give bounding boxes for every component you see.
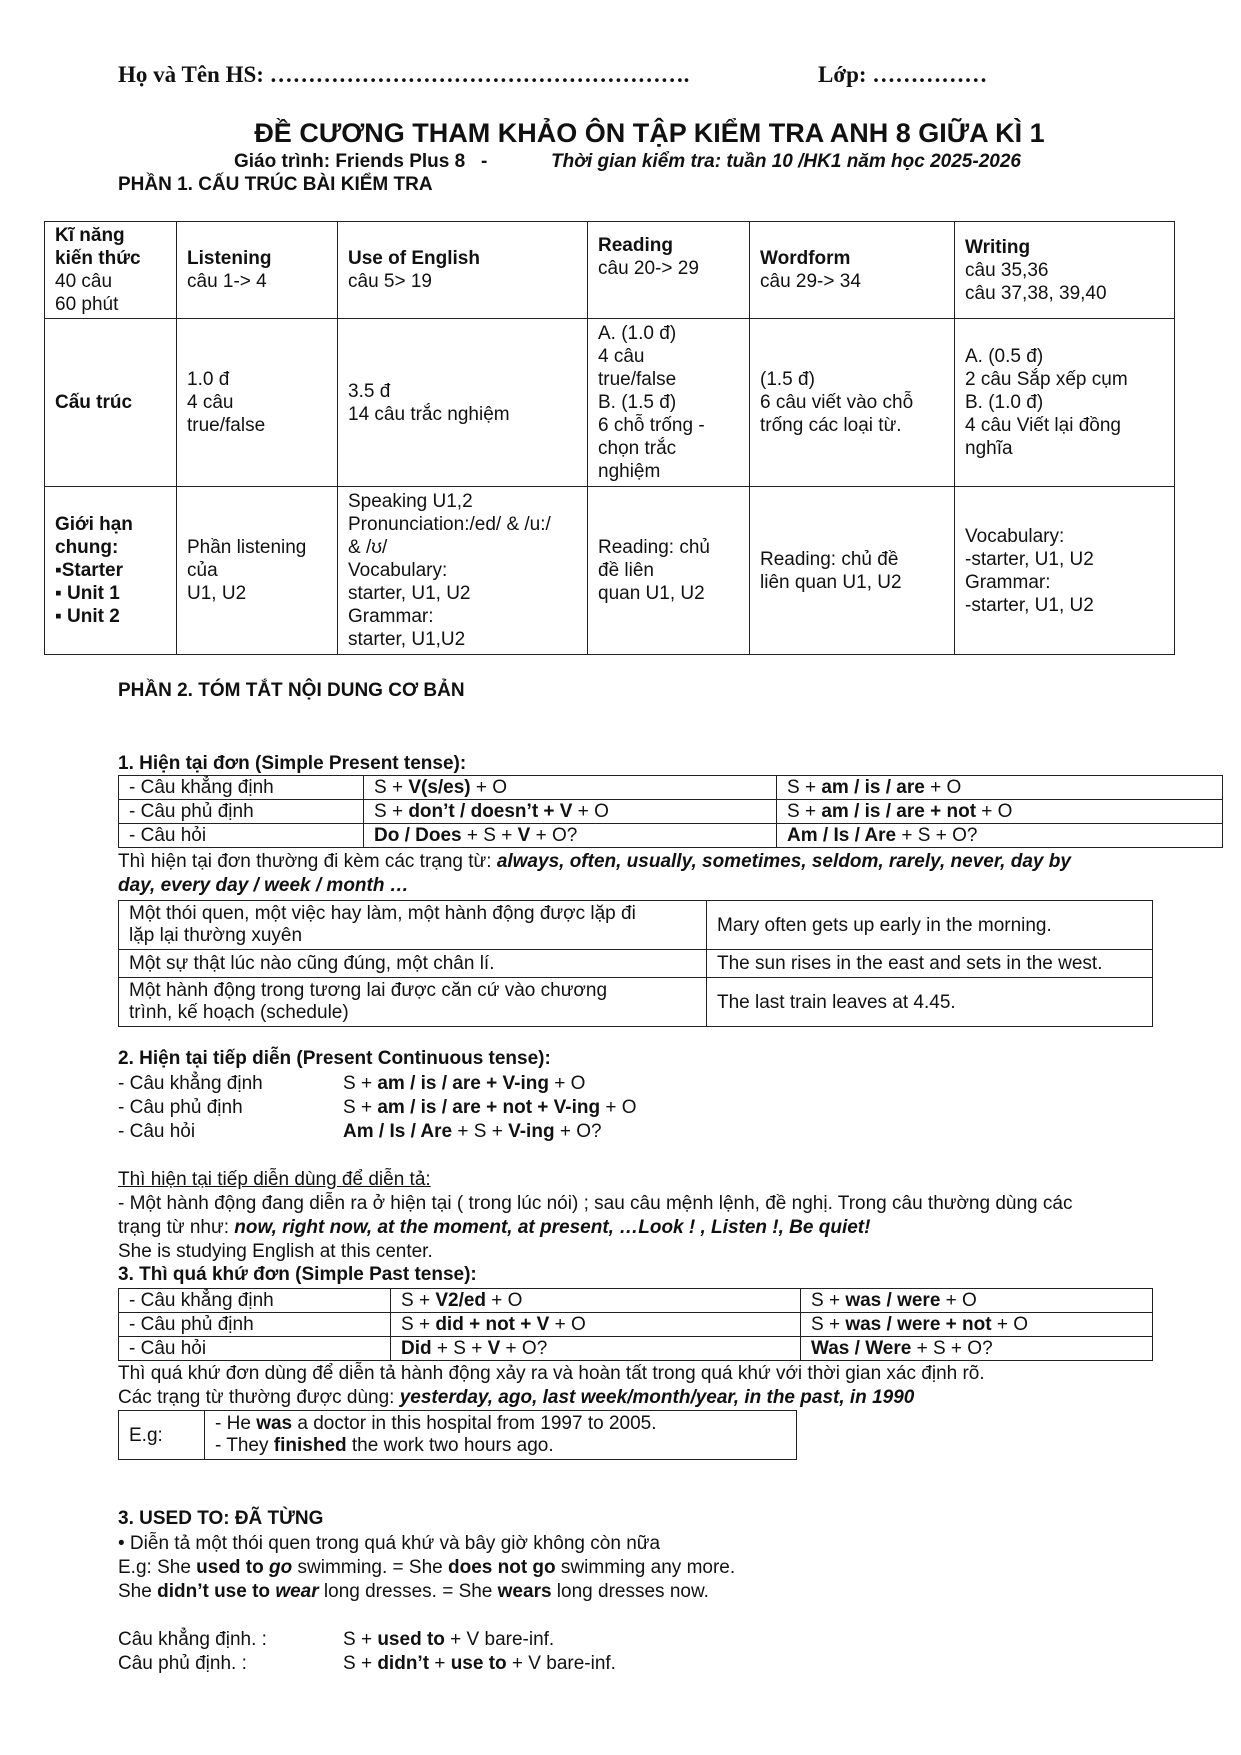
use-of-english-scope: Speaking U1,2 Pronunciation:/ed/ & /u:/ & /ʊ/ Vocabulary: starter, U1, U2 Grammar: starter, U1,U2 xyxy=(338,487,588,655)
table-row: - Câu khẳng định S + V2/ed + O S + was / were + O xyxy=(119,1289,1153,1313)
pc-question-label: - Câu hỏi xyxy=(118,1121,196,1142)
table-row: Một sự thật lúc nào cũng đúng, một chân lí. The sun rises in the east and sets in the west. xyxy=(119,950,1153,978)
pc-question: Am / Is / Are + S + V-ing + O? xyxy=(343,1121,602,1142)
simple-present-uses-table xyxy=(118,900,1153,1027)
pc-usage-heading: Thì hiện tại tiếp diễn dùng để diễn tả: xyxy=(118,1169,431,1190)
part1-heading: PHẦN 1. CẤU TRÚC BÀI KIỂM TRA xyxy=(118,174,433,195)
pc-affirmative-label: - Câu khẳng định xyxy=(118,1073,263,1094)
skills-row xyxy=(45,222,1175,319)
skills-cell: Kĩ năng kiến thức 40 câu 60 phút xyxy=(45,222,177,319)
simple-past-example-table xyxy=(118,1410,797,1460)
structure-label: Cấu trúc xyxy=(45,319,177,487)
student-name-field: Họ và Tên HS: ………………………………………………. xyxy=(118,62,690,87)
wordform-scope: Reading: chủ đề liên quan U1, U2 xyxy=(750,487,955,655)
writing-scope: Vocabulary: -starter, U1, U2 Grammar: -starter, U1, U2 xyxy=(955,487,1175,655)
example-2: - They finished the work two hours ago. xyxy=(215,1435,554,1456)
used-to-example-2: She didn’t use to wear long dresses. = She wears long dresses now. xyxy=(118,1581,709,1602)
table-row: E.g: - He was a doctor in this hospital from 1997 to 2005. - They finished the work two hours ago. xyxy=(119,1411,797,1460)
use-of-english-cell: Use of English câu 5> 19 xyxy=(338,222,588,319)
listening-cell: Listening câu 1-> 4 xyxy=(177,222,338,319)
used-to-example-1: E.g: She used to go swimming. = She does not go swimming any more. xyxy=(118,1557,736,1578)
listening-scope: Phần listening của U1, U2 xyxy=(177,487,338,655)
use-of-english-structure: 3.5 đ 14 câu trắc nghiệm xyxy=(338,319,588,487)
table-row: - Câu phủ định S + don’t / doesn’t + V + O S + am / is / are + not + O xyxy=(119,800,1223,824)
simple-present-adverbs: Thì hiện tại đơn thường đi kèm các trạng từ: always, often, usually, sometimes, seldom, rarely, never, day by xyxy=(118,851,1071,872)
used-to-neg-label: Câu phủ định. : xyxy=(118,1653,247,1674)
page-title: ĐỀ CƯƠNG THAM KHẢO ÔN TẬP KIỂM TRA ANH 8 GIỮA KÌ 1 xyxy=(254,118,1045,148)
table-row: - Câu khẳng định S + V(s/es) + O S + am / is / are + O xyxy=(119,776,1223,800)
pc-example: She is studying English at this center. xyxy=(118,1241,433,1262)
table-row: - Câu phủ định S + did + not + V + O S + was / were + not + O xyxy=(119,1313,1153,1337)
pc-affirmative: S + am / is / are + V-ing + O xyxy=(343,1073,586,1094)
structure-row xyxy=(45,319,1175,487)
reading-scope: Reading: chủ đề liên quan U1, U2 xyxy=(588,487,750,655)
part2-heading: PHẦN 2. TÓM TẮT NỘI DUNG CƠ BẢN xyxy=(118,680,465,701)
used-to-aff: S + used to + V bare-inf. xyxy=(343,1629,555,1650)
simple-past-usage: Thì quá khứ đơn dùng để diễn tả hành động xảy ra và hoàn tất trong quá khứ với thời gian xác định rõ. xyxy=(118,1363,985,1384)
reading-cell: Reading câu 20-> 29 xyxy=(588,222,750,319)
wordform-cell: Wordform câu 29-> 34 xyxy=(750,222,955,319)
simple-past-table xyxy=(118,1288,1153,1361)
simple-past-heading: 3. Thì quá khứ đơn (Simple Past tense): xyxy=(118,1264,477,1285)
pc-usage-line2: trạng từ như: now, right now, at the moment, at present, …Look ! , Listen !, Be quiet! xyxy=(118,1217,871,1238)
scope-label: Giới hạn chung: ▪Starter ▪ Unit 1 ▪ Unit 2 xyxy=(45,487,177,655)
reading-structure: A. (1.0 đ) 4 câu true/false B. (1.5 đ) 6 chỗ trống - chọn trắc nghiệm xyxy=(588,319,750,487)
table-row: Một thói quen, một việc hay làm, một hành động được lặp đi lặp lại thường xuyên Mary often gets up early in the morning. xyxy=(119,901,1153,950)
table-row: - Câu hỏi Do / Does + S + V + O? Am / Is / Are + S + O? xyxy=(119,824,1223,848)
table-row: - Câu hỏi Did + S + V + O? Was / Were + S + O? xyxy=(119,1337,1153,1361)
simple-present-table xyxy=(118,775,1223,848)
pc-negative: S + am / is / are + not + V-ing + O xyxy=(343,1097,637,1118)
simple-past-adverbs: Các trạng từ thường được dùng: yesterday, ago, last week/month/year, in the past, in 1990 xyxy=(118,1387,915,1408)
wordform-structure: (1.5 đ) 6 câu viết vào chỗ trống các loại từ. xyxy=(750,319,955,487)
pc-negative-label: - Câu phủ định xyxy=(118,1097,243,1118)
subtitle-textbook: Giáo trình: Friends Plus 8 - xyxy=(234,151,488,172)
writing-cell: Writing câu 35,36 câu 37,38, 39,40 xyxy=(955,222,1175,319)
used-to-neg: S + didn’t + use to + V bare-inf. xyxy=(343,1653,616,1674)
used-to-heading: 3. USED TO: ĐÃ TỪNG xyxy=(118,1508,324,1529)
listening-structure: 1.0 đ 4 câu true/false xyxy=(177,319,338,487)
scope-row xyxy=(45,487,1175,655)
simple-present-heading: 1. Hiện tại đơn (Simple Present tense): xyxy=(118,753,467,774)
class-field: Lớp: …………… xyxy=(818,62,988,87)
writing-structure: A. (0.5 đ) 2 câu Sắp xếp cụm B. (1.0 đ) 4 câu Viết lại đồng nghĩa xyxy=(955,319,1175,487)
table-row: Một hành động trong tương lai được căn cứ vào chương trình, kế hoạch (schedule) The last train leaves at 4.45. xyxy=(119,978,1153,1027)
present-continuous-heading: 2. Hiện tại tiếp diễn (Present Continuous tense): xyxy=(118,1048,551,1069)
example-1: - He was a doctor in this hospital from 1997 to 2005. xyxy=(215,1413,657,1434)
used-to-bullet: • Diễn tả một thói quen trong quá khứ và bây giờ không còn nữa xyxy=(118,1533,661,1554)
exam-structure-table xyxy=(44,221,1175,655)
subtitle-schedule: Thời gian kiểm tra: tuần 10 /HK1 năm học 2025-2026 xyxy=(551,151,1021,172)
used-to-aff-label: Câu khẳng định. : xyxy=(118,1629,267,1650)
pc-usage-line1: - Một hành động đang diễn ra ở hiện tại ( trong lúc nói) ; sau câu mệnh lệnh, đề nghị. Trong câu thường dùng các xyxy=(118,1193,1073,1214)
simple-present-adverbs-cont: day, every day / week / month … xyxy=(118,875,409,896)
